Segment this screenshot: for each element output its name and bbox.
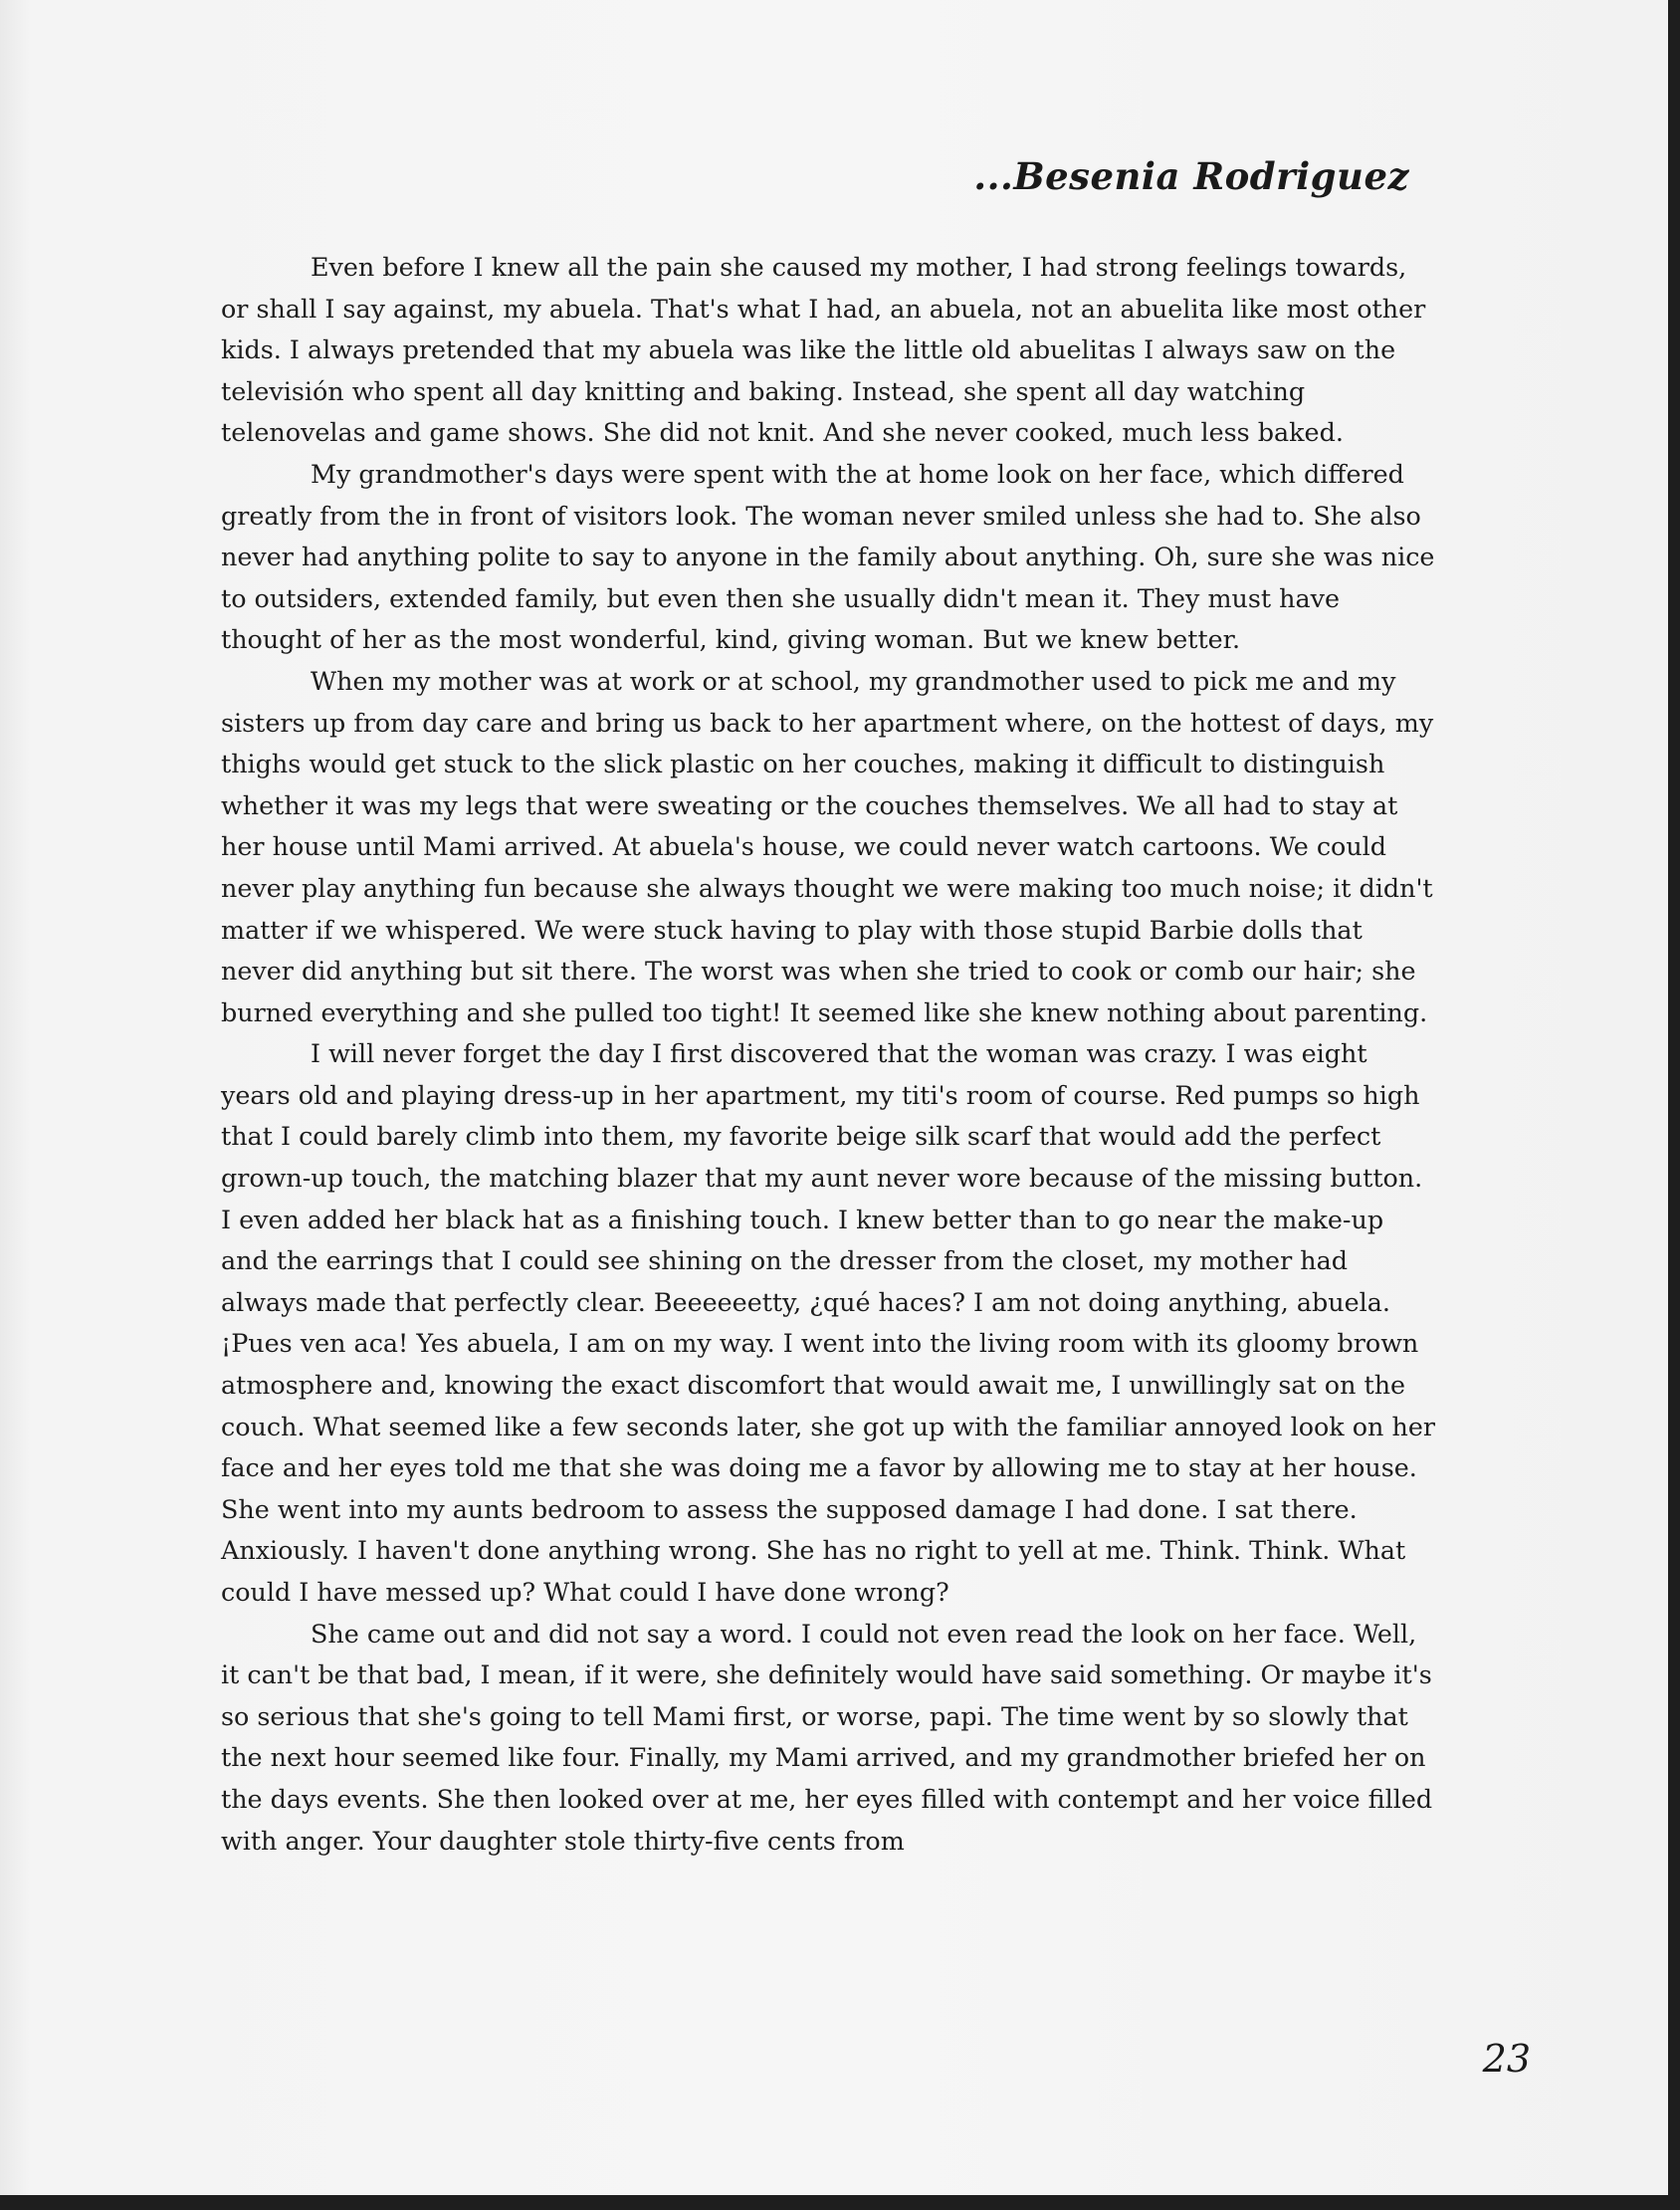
story-body [221,247,1437,1862]
scan-edge-right [1668,0,1680,2210]
paragraph: I will never forget the day I first discovered that the woman was crazy. I was eight years old and playing dress-up in her apartment, my titi's room of course. Red pumps so high that I could barely climb into them, my favorite beige silk scarf that would add the perfect grown-up touch, the matching blazer that my aunt never wore because of the missing button. I even added her black hat as a finishing touch. I knew better than to go near the make-up and the earrings that I could see shining on the dresser from the closet, my mother had always made that perfectly clear. Beeeeeetty, ¿qué haces? I am not doing anything, abuela. ¡Pues ven aca! Yes abuela, I am on my way. I went into the living room with its gloomy brown atmosphere and, knowing the exact discomfort that would await me, I unwillingly sat on the couch. What seemed like a few seconds later, she got up with the familiar annoyed look on her face and her eyes told me that she was doing me a favor by allowing me to stay at her house. She went into my aunts bedroom to assess the supposed damage I had done. I sat there. Anxiously. I haven't done anything wrong. She has no right to yell at me. Think. Think. What could I have messed up? What could I have done wrong? [221,1038,1435,1607]
page-number: 23 [1482,2037,1531,2081]
scan-edge-bottom [0,2195,1680,2210]
paragraph: Even before I knew all the pain she caused my mother, I had strong feelings towards, or shall I say against, my abuela. That's what I had, an abuela, not an abuelita like most other kids. I always pretended that my abuela was like the little old abuelitas I always saw on the televisión who spent all day knitting and baking. Instead, she spent all day watching telenovelas and game shows. She did not knit. And she never cooked, much less baked. [221,252,1426,448]
paragraph: She came out and did not say a word. I could not even read the look on her face. Well, it can't be that bad, I mean, if it were, she definitely would have said something. Or maybe it's so serious that she's going to tell Mami first, or worse, papi. The time went by so slowly that the next hour seemed like four. Finally, my Mami arrived, and my grandmother briefed her on the days events. She then looked over at me, her eyes filled with contempt and her voice filled with anger. Your daughter stole thirty-five cents from [221,1618,1433,1856]
paragraph: My grandmother's days were spent with the at home look on her face, which differed greatly from the in front of visitors look. The woman never smiled unless she had to. She also never had anything polite to say to anyone in the family about anything. Oh, sure she was nice to outsiders, extended family, but even then she usually didn't mean it. They must have thought of her as the most wonderful, kind, giving woman. But we knew better. [221,458,1435,655]
author-byline: ...Besenia Rodriguez [973,154,1409,198]
paragraph: When my mother was at work or at school, my grandmother used to pick me and my sisters up from day care and bring us back to her apartment where, on the hottest of days, my thighs would get stuck to the slick plastic on her couches, making it difficult to distinguish whether it was my legs that were sweating or the couches themselves. We all had to stay at her house until Mami arrived. At abuela's house, we could never watch cartoons. We could never play anything fun because she always thought we were making too much noise; it didn't matter if we whispered. We were stuck having to play with those stupid Barbie dolls that never did anything but sit there. The worst was when she tried to cook or comb our hair; she burned everything and she pulled too tight! It seemed like she knew nothing about parenting. [221,665,1434,1027]
